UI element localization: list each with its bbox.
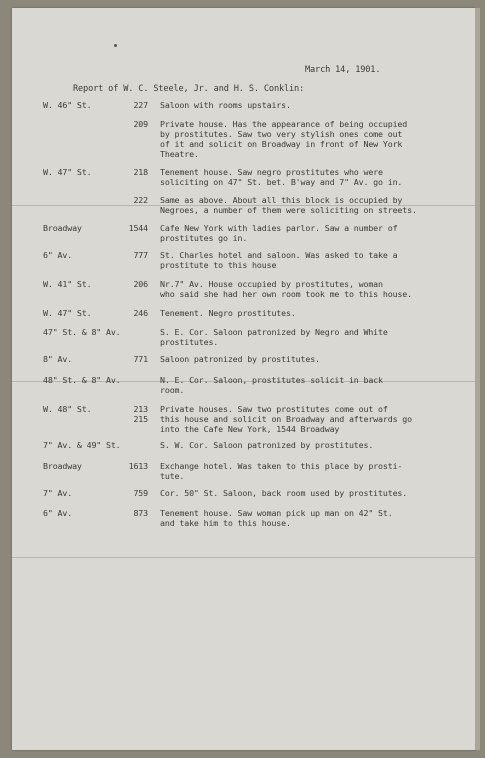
entry-description: S. W. Cor. Saloon patronized by prostitutes. xyxy=(160,440,374,450)
report-date: March 14, 1901. xyxy=(305,65,381,75)
entry-number: 1613 xyxy=(128,461,148,471)
entry-number: 218 xyxy=(133,167,148,177)
entry-address: Broadway xyxy=(43,461,82,471)
entry-description: Private houses. Saw two prostitutes come out of this house and solicit on Broadway and afterwards go into the Cafe New York, 1544 Broadway xyxy=(160,404,412,434)
entry-description: St. Charles hotel and saloon. Was asked to take a prostitute to this house xyxy=(160,250,398,270)
entry-description: Private house. Has the appearance of being occupied by prostitutes. Saw two very stylish ones come out of it and solicit on Broadway in front of New York Theatre. xyxy=(160,119,408,159)
entry-description: Saloon with rooms upstairs. xyxy=(160,100,291,110)
entry-description: Same as above. About all this block is occupied by Negroes, a number of them were soliciting on streets. xyxy=(160,195,417,215)
entry-address: 48" St. & 8" Av. xyxy=(43,375,121,385)
entry-address: 8" Av. xyxy=(43,354,73,364)
entry-address: W. 46" St. xyxy=(43,100,92,110)
entry-description: Tenement house. Saw negro prostitutes who were soliciting on 47" St. bet. B'way and 7" Av. go in. xyxy=(160,167,403,187)
entry-description: Tenement. Negro prostitutes. xyxy=(160,308,296,318)
entry-number: 771 xyxy=(133,354,148,364)
entry-number: 227 xyxy=(133,100,148,110)
entry-description: Saloon patronized by prostitutes. xyxy=(160,354,320,364)
entry-address: 6" Av. xyxy=(43,250,73,260)
entry-description: N. E. Cor. Saloon, prostitutes solicit in back room. xyxy=(160,375,383,395)
entry-description: S. E. Cor. Saloon patronized by Negro and White prostitutes. xyxy=(160,327,388,347)
entry-description: Exchange hotel. Was taken to this place by prosti- tute. xyxy=(160,461,403,481)
entry-address: 6" Av. xyxy=(43,508,73,518)
fold-line xyxy=(12,557,475,558)
entry-number: 759 xyxy=(133,488,148,498)
sheet-edge xyxy=(475,8,480,750)
ink-mark xyxy=(114,44,117,47)
entry-number: 222 xyxy=(133,195,148,205)
entry-address: 47" St. & 8" Av. xyxy=(43,327,121,337)
entry-description: Cafe New York with ladies parlor. Saw a number of prostitutes go in. xyxy=(160,223,398,243)
entry-address: W. 48" St. xyxy=(43,404,92,414)
report-title: Report of W. C. Steele, Jr. and H. S. Conklin: xyxy=(73,84,305,94)
entry-address: 7" Av. & 49" St. xyxy=(43,440,121,450)
entry-number: 209 xyxy=(133,119,148,129)
entry-number: 873 xyxy=(133,508,148,518)
entry-number: 206 xyxy=(133,279,148,289)
entry-description: Tenement house. Saw woman pick up man on 42" St. and take him to this house. xyxy=(160,508,393,528)
entry-address: W. 47" St. xyxy=(43,308,92,318)
entry-description: Cor. 50" St. Saloon, back room used by prostitutes. xyxy=(160,488,408,498)
entry-address: W. 41" St. xyxy=(43,279,92,289)
entry-number: 246 xyxy=(133,308,148,318)
entry-address: 7" Av. xyxy=(43,488,73,498)
entry-number: 1544 xyxy=(128,223,148,233)
entry-address: W. 47" St. xyxy=(43,167,92,177)
entry-address: Broadway xyxy=(43,223,82,233)
entry-description: Nr.7" Av. House occupied by prostitutes, woman who said she had her own room took me to this house. xyxy=(160,279,412,299)
entry-number: 213 215 xyxy=(133,404,148,424)
entry-number: 777 xyxy=(133,250,148,260)
